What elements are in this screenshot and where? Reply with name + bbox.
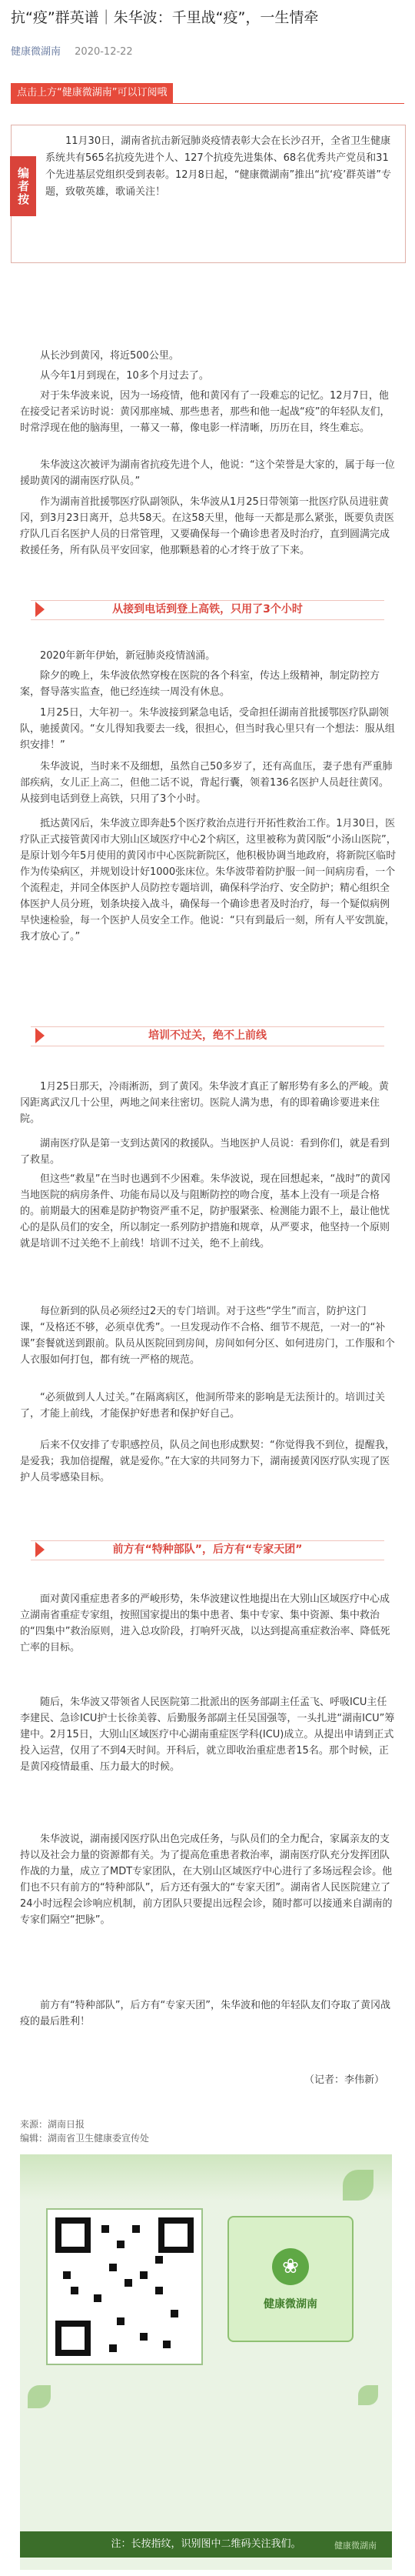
logo-text: 健康微湖南 xyxy=(264,2298,317,2311)
section-banner xyxy=(0,591,415,628)
qr-dot xyxy=(140,2333,148,2341)
leaf-icon xyxy=(343,2170,374,2201)
account-logo xyxy=(227,2216,354,2342)
qr-code[interactable] xyxy=(46,2208,203,2365)
account-link[interactable]: 健康微湖南 xyxy=(11,46,61,58)
source-line: 来源：湖南日报 xyxy=(20,2119,85,2130)
qr-caption: 注：长按指纹，识别图中二维码关注我们。 xyxy=(20,2531,392,2558)
paragraph: 前方有“特种部队”，后方有“专家天团”，朱华波和他的年轻队友们夺取了黄冈战疫的最后胜利！ xyxy=(20,2000,390,2027)
leaf-icon xyxy=(358,2385,378,2405)
qr-dot xyxy=(124,2279,132,2287)
paragraph: 朱华波这次被评为湖南省抗疫先进个人，他说：“这个荣誉是大家的，属于每一位援助黄冈的湖南医疗队员。” xyxy=(20,459,395,487)
paragraph: 后来不仅安排了专职感控员，队员之间也形成默契：“你觉得我不到位，提醒我，是爱我；我加倍提醒，就是爱你。”在大家的共同努力下，湖南援黄冈医疗队实现了医护人员零感染目标。 xyxy=(20,1440,395,1483)
paragraph: “必须做到人人过关。”在隔离病区，他洞所带来的影响是无法预计的。培训过关了，才能上前线，才能保护好患者和保护好自己。 xyxy=(20,1392,385,1420)
follow-tip-bar[interactable] xyxy=(11,83,404,104)
qr-dot xyxy=(155,2256,163,2264)
qr-finder xyxy=(55,2217,91,2253)
qr-dot xyxy=(155,2287,163,2294)
qr-dot xyxy=(171,2310,178,2317)
paragraph: 朱华波说，当时来不及细想，虽然自己50多岁了，还有高血压，妻子患有严重肺部疾病，女儿正上高二，但他二话不说，背起行囊，领着136名医护人员赶往黄冈。从接到电话到登上高铁，只用了3个小时。 xyxy=(20,761,393,805)
editor-badge: 编者按 xyxy=(10,156,36,216)
follow-tip: 点击上方“健康微湖南”可以订阅哦 xyxy=(11,83,173,103)
qr-dot xyxy=(117,2241,124,2248)
article-meta xyxy=(11,43,133,58)
qr-dot xyxy=(132,2225,140,2233)
qr-dot xyxy=(109,2264,117,2271)
qr-dot xyxy=(117,2317,124,2325)
qr-panel xyxy=(20,2154,392,2570)
publish-date: 2020-12-22 xyxy=(75,46,133,58)
paragraph: 作为湖南首批援鄂医疗队副领队，朱华波从1月25日带领第一批医疗队员进驻黄冈，到3月23日离开，总共58天。在这58天里，他每一天都是那么紧张，既要负责医疗队几百名医护人员的日常管理，又要确保每一个确诊患者及时治疗，直到圆满完成救援任务，所有队员平安回家，他那颗悬着的心才终于放了下来。 xyxy=(20,496,394,556)
leaf-icon: ❀ xyxy=(272,2248,309,2285)
paragraph: 抵达黄冈后，朱华波立即奔赴5个医疗救治点进行开拓性救治工作。1月30日，医疗队正式接管黄冈市大别山区域医疗中心2个病区，这里被称为黄冈版“小汤山医院”，是原计划今年5月使用的黄冈市中心医院新院区，他积极协调当地政府，将新院区临时作为传染病区，并规划设计好1000张床位。朱华波带着防护服一间一间病房看，一个个流程走，并同全体医护人员防控专题培训，确保科学治疗、安全防护；精心组织全体医护人员分班，划条块接入战斗，确保每一个确诊患者及时治疗，每一个疑似病例早快速检验，每一个医护人员安全工作。他说：“只有到最后一刻，所有人平安凯旋，我才放心了。” xyxy=(20,818,397,943)
source-info xyxy=(20,2117,397,2145)
watermark: 健康微湖南 xyxy=(334,2541,377,2551)
qr-dot xyxy=(63,2271,71,2279)
qr-dot xyxy=(94,2294,101,2302)
paragraph: 1月25日，大年初一。朱华波接到紧急电话，受命担任湖南首批援鄂医疗队副领队，驰援黄冈。“女儿得知我要去一线，很担心，但当时我心里只有一个想法：服从组织安排！” xyxy=(20,707,395,751)
editor-line: 编辑：湖南省卫生健康委宣传处 xyxy=(20,2133,150,2144)
paragraph: 从长沙到黄冈，将近500公里。 xyxy=(40,350,179,362)
banner-title: 从接到电话到登上高铁，只用了3个小时 xyxy=(112,603,303,616)
article-title: 抗“疫”群英谱｜朱华波：千里战“疫”，一生情牵 xyxy=(11,9,319,26)
paragraph: 2020年新年伊始，新冠肺炎疫情汹涌。 xyxy=(40,650,216,662)
paragraph: 每位新到的队员必须经过2天的专门培训。对于这些“学生”而言，防护这门课，“及格还不够，必须卓优秀”。一旦发现动作不合格、细节不规范，一对一的“补课”套餐就送到跟前。队员从医院回到房间，房间如何分区、如何进房门，工作服和个人衣服如何打包，都有统一严格的规范。 xyxy=(20,1306,395,1366)
paragraph: 湖南医疗队是第一支到达黄冈的救援队。当地医护人员说：看到你们，就是看到了救星。 xyxy=(20,1138,390,1166)
paragraph: 面对黄冈重症患者多的严峻形势，朱华波建议性地提出在大别山区域医疗中心成立湖南省重症专家组，按照国家提出的集中患者、集中专家、集中资源、集中救治的“四集中”救治原则，进入总攻阶段，打响歼灭战，以达到提高重症救治率、降低死亡率的目标。 xyxy=(20,1593,390,1653)
paragraph: 对于朱华波来说，因为一场疫情，他和黄冈有了一段难忘的记忆。12月7日，他在接受记者采访时说：黄冈那座城、那些患者，那些和他一起战“疫”的年轻队友们，时常浮现在他的脑海里，一幕又一幕，像电影一样清晰，历历在目，终生难忘。 xyxy=(20,390,390,434)
editor-note xyxy=(11,125,406,263)
section-banner xyxy=(0,1017,415,1054)
qr-panel-header xyxy=(20,2154,392,2201)
qr-dot xyxy=(109,2344,117,2352)
leaf-icon xyxy=(28,2385,51,2408)
qr-dot xyxy=(163,2341,171,2348)
qr-dot xyxy=(101,2225,109,2233)
paragraph: 从今年1月到现在，10多个月过去了。 xyxy=(40,370,209,382)
paragraph: 除夕的晚上，朱华波依然穿梭在医院的各个科室，传达上级精神，制定防控方案，督导落实监查，他已经连续一周没有休息。 xyxy=(20,670,380,698)
paragraph: 朱华波说，湖南援冈医疗队出色完成任务，与队员们的全力配合，家属亲友的支持以及社会力量的资源都有关。为了提高危重患者救治率，湖南医疗队充分发挥团队作战的力量，成立了MDT专家团队，在大别山区域医疗中心进行了多场远程会诊。他们也不只有前方的“特种部队”，后方还有强大的“专家天团”。湖南省人民医院建立了24小时远程会诊响应机制，前方团队只要提出远程会诊，随时都可以接通来自湖南的专家们隔空“把脉”。 xyxy=(20,1834,393,1926)
paragraph: 1月25日那天，冷雨淅沥，到了黄冈。朱华波才真正了解形势有多么的严峻。黄冈距离武汉几十公里，两地之间来往密切。医院人满为患，有的即着确诊要进来住院。 xyxy=(20,1081,389,1125)
paragraph: 但这些“救星”在当时也遇到不少困难。朱华波说，现在回想起来，“战时”的黄冈当地医院的病房条件、功能布局以及与阻断防控的吻合度，基本上没有一项是合格的。前期最大的困难是防护物资严重不足，防护服紧张、检测能力跟不上，最让他忧心的是队员们的安全，所以制定一系列防护措施和规章，从严要求，他坚持一个原则就是培训不过关绝不上前线！培训不过关，绝不上前线。 xyxy=(20,1173,390,1250)
qr-finder xyxy=(55,2321,91,2356)
editor-note-text: 11月30日，湖南省抗击新冠肺炎疫情表彰大会在长沙召开，全省卫生健康系统共有565名抗疫先进个人、127个抗疫先进集体、68名优秀共产党员和31个先进基层党组织受到表彰。12月8日起，“健康微湖南”推出“抗‘疫’群英谱”专题，致敬英雄，歌诵关注！ xyxy=(45,135,392,198)
banner-title: 前方有“特种部队”，后方有“专家天团” xyxy=(112,1543,303,1556)
reporter-signature: （记者：李伟新） xyxy=(304,2074,384,2086)
section-banner xyxy=(0,1531,415,1568)
qr-dot xyxy=(71,2287,78,2294)
banner-title: 培训不过关，绝不上前线 xyxy=(148,1029,267,1042)
paragraph: 随后，朱华波又带领省人民医院第二批派出的医务部副主任孟飞、呼吸ICU主任李建民、急诊ICU护士长徐美蓉、后勤服务部副主任吴国强等，一头扎进“湖南ICU”筹建中。2月15日，大别山区域医疗中心湖南重症医学科(ICU)成立。从提出申请到正式投入运营，仅用了不到4天时间。开科后，就立即收治重症患者15名。那个时候，正是黄冈疫情最重、压力最大的时候。 xyxy=(20,1697,395,1773)
qr-finder xyxy=(158,2217,194,2253)
qr-dot xyxy=(140,2271,148,2279)
